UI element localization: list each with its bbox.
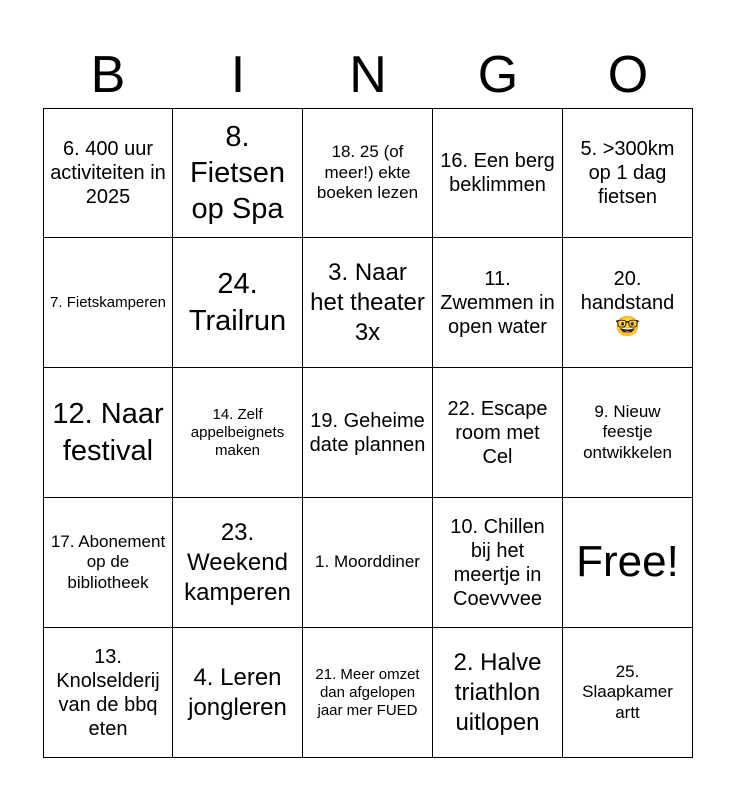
bingo-cell-r3-c2[interactable]: 1. Moorddiner [303, 498, 433, 628]
bingo-cell-r2-c3[interactable]: 22. Escape room met Cel [433, 368, 563, 498]
bingo-cell-r3-c3[interactable]: 10. Chillen bij het meertje in Coevvvee [433, 498, 563, 628]
header-letter-n: N [349, 46, 387, 104]
bingo-cell-r1-c1[interactable]: 24. Trailrun [173, 238, 303, 368]
bingo-header [43, 44, 693, 106]
bingo-free-space[interactable]: Free! [563, 498, 693, 628]
header-letter-b: B [90, 46, 126, 104]
bingo-cell-r0-c4[interactable]: 5. >300km op 1 dag fietsen [563, 108, 693, 238]
bingo-cell-r2-c1[interactable]: 14. Zelf appelbeignets maken [173, 368, 303, 498]
bingo-cell-r4-c0[interactable]: 13. Knolselderij van de bbq eten [43, 628, 173, 758]
bingo-cell-r0-c1[interactable]: 8. Fietsen op Spa [173, 108, 303, 238]
bingo-cell-r3-c0[interactable]: 17. Abonement op de bibliotheek [43, 498, 173, 628]
bingo-cell-r1-c4[interactable]: 20. handstand 🤓 [563, 238, 693, 368]
bingo-cell-r0-c0[interactable]: 6. 400 uur activiteiten in 2025 [43, 108, 173, 238]
bingo-cell-r1-c3[interactable]: 11. Zwemmen in open water [433, 238, 563, 368]
header-letter-i: I [230, 46, 246, 104]
bingo-cell-r4-c4[interactable]: 25. Slaapkamer artt [563, 628, 693, 758]
bingo-cell-r4-c1[interactable]: 4. Leren jongleren [173, 628, 303, 758]
bingo-cell-r4-c2[interactable]: 21. Meer omzet dan afgelopen jaar mer FUED [303, 628, 433, 758]
bingo-cell-r2-c4[interactable]: 9. Nieuw feestje ontwikkelen [563, 368, 693, 498]
bingo-cell-r2-c2[interactable]: 19. Geheime date plannen [303, 368, 433, 498]
bingo-cell-r0-c2[interactable]: 18. 25 (of meer!) ekte boeken lezen [303, 108, 433, 238]
bingo-cell-r2-c0[interactable]: 12. Naar festival [43, 368, 173, 498]
header-letter-o: O [607, 46, 649, 104]
bingo-cell-r4-c3[interactable]: 2. Halve triathlon uitlopen [433, 628, 563, 758]
bingo-cell-r1-c2[interactable]: 3. Naar het theater 3x [303, 238, 433, 368]
bingo-cell-r1-c0[interactable]: 7. Fietskamperen [43, 238, 173, 368]
bingo-cell-r0-c3[interactable]: 16. Een berg beklimmen [433, 108, 563, 238]
bingo-grid [43, 108, 693, 758]
bingo-cell-r3-c1[interactable]: 23. Weekend kamperen [173, 498, 303, 628]
header-letter-g: G [477, 46, 519, 104]
